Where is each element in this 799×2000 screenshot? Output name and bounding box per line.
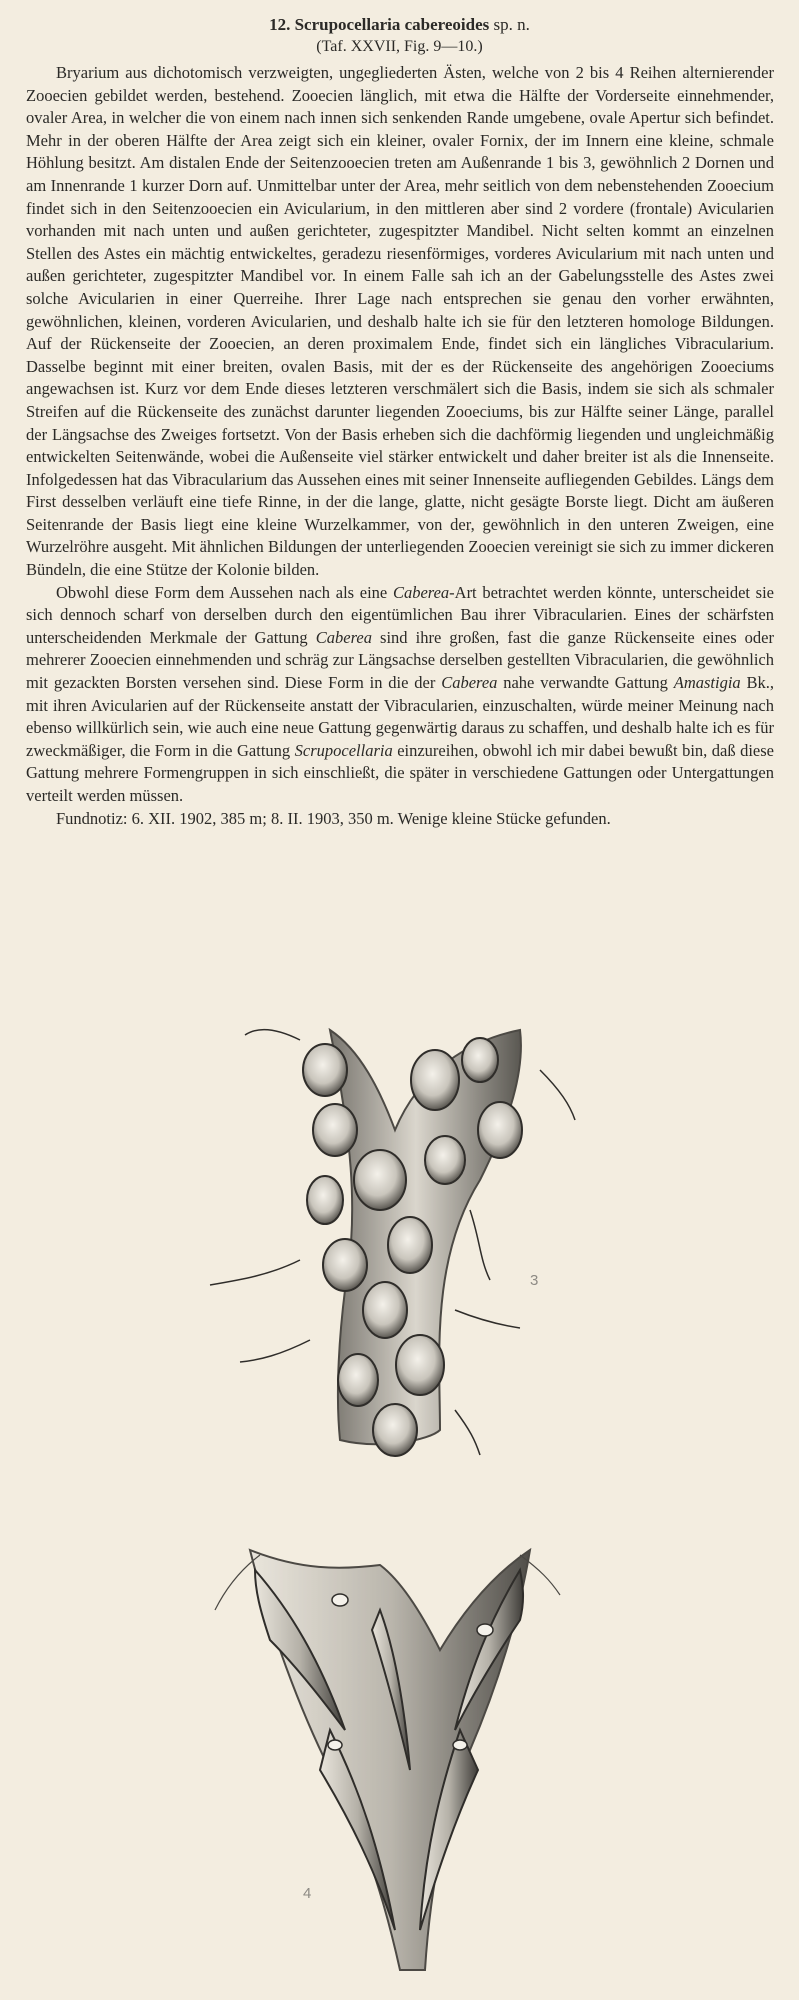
text-run: Obwohl diese Form dem Aussehen nach als eine [56,582,393,602]
text-run: nahe verwandte Gattung [497,673,674,693]
section-number: 12. [269,15,291,34]
species-name: Scrupocellaria cabereoides [294,15,490,34]
text-run: Bk., mit ihren Avicularien auf der Rückenseite anstatt der Vibracularien, einzuschalten, würde meiner Meinung nach ebenso willkürlich sein, wie auch eine neue Gattung gegenwärtig daraus zu schaffen, und deshalb halte ich es für zweckmäßiger, die Form in die Gattung [26,673,774,760]
species-suffix: sp. n. [493,15,530,34]
plate-illustrations [0,1010,799,2000]
genus-name: Caberea [392,582,450,602]
section-title [0,14,799,36]
figure-3-label: 3 [530,1272,539,1289]
genus-name: Caberea [315,627,372,647]
genus-name: Amastigia [673,673,741,693]
genus-name: Caberea [441,673,498,693]
paragraph-comparison [26,582,774,808]
figure-4-label: 4 [303,1885,312,1902]
text-run: sind ihre großen, fast die ganze Rückenseite eines oder mehrerer Zooecien einnehmenden und schräg zur Längsachse derselben gestellten Vibracularien, die gewöhnlich mit gezackten Borsten versehen sind. Diese Form in die der [26,627,775,693]
text-run: -Art betrachtet werden könnte, unterscheidet sie sich dennoch scharf von derselben durch den eigentümlichen Bau ihrer Vibracularien. Eines der schärfsten unterscheidenden Merkmale der Gattung [26,582,774,647]
paragraph-description: Bryarium aus dichotomisch verzweigten, ungegliederten Ästen, welche von 2 bis 4 Reihen alternierender Zooecien gebildet werden, bestehend. Zooecien länglich, mit etwa die Hälfte der Vorderseite einnehmender, ovaler Area, in welcher die von einem nach innen sich senkenden Rande umgebene, ovale Apertur sich befindet. Mehr in der oberen Hälfte der Area zeigt sich ein kleiner, ovaler Fornix, der im Innern eine kleine, schmale Höhlung besitzt. Am distalen Ende der Seitenzooecien treten am Außenrande 1 bis 3, gewöhnlich 2 Dornen und am Innenrande 1 kurzer Dorn auf. Unmittelbar unter der Area, mehr seitlich von dem nebenstehenden Zooecium findet sich in den Seitenzooecien ein Avicularium, in den mittleren aber sind 2 vordere (frontale) Avicularien vorhanden mit nach unten und außen gerichteter, zugespitzter Mandibel. Nicht selten kommt an einzelnen Stellen des Astes ein mächtig entwickeltes, geradezu riesenförmiges, vorderes Avicularium mit nach unten und außen gerichteter, zugespitzter Mandibel vor. In einem Falle sah ich an der Gabelungsstelle des Astes zwei solche Avicularien in einer Querreihe. Ihrer Lage nach entsprechen sie genau den vorher erwähnten, gewöhnlichen, kleinen, vorderen Avicularien, und deshalb halte ich sie für den letzteren homologe Bildungen. Auf der Rückenseite der Zooecien, an deren proximalem Ende, findet sich ein längliches Vibracularium. Dasselbe beginnt mit einer breiten, ovalen Basis, mit der es der Rückenseite des angehörigen Zooeciums angewachsen ist. Kurz vor dem Ende dieses letzteren verschmälert sich die Basis, indem sie sich als schmaler Streifen auf die Rückenseite des zunächst darunter liegenden Zooeciums, bis zur Hälfte seiner Länge, parallel der Längsachse des Zweiges fortsetzt. Von der Basis erheben sich die dachförmig liegenden und ungleichmäßig entwickelten Seitenwände, wobei die Außenseite viel stärker entwickelt und daher breiter ist als die Innenseite. Infolgedessen hat das Vibracularium das Aussehen eines mit seiner Innenseite aufliegenden Gebildes. Längs dem First desselben verläuft eine tiefe Rinne, in der die lange, glatte, nicht gesägte Borste liegt. Dicht am äußeren Seitenrande der Basis liegt eine kleine Wurzelkammer, von der, gewöhnlich in den unteren Zweigen, eine Wurzelröhre ausgeht. Mit ähnlichen Bildungen der unterliegenden Zooecien vereinigt sie sich zu immer dickeren Bündeln, die eine Stütze der Kolonie bilden. [26,63,774,580]
plate-reference: (Taf. XXVII, Fig. 9—10.) [316,38,483,55]
body-text [26,62,774,830]
fundnotiz: Fundnotiz: 6. XII. 1902, 385 m; 8. II. 1903, 350 m. Wenige kleine Stücke gefunden. [56,808,611,828]
genus-name: Scrupocellaria [294,740,393,760]
figure-4-vibracularia-drawing [215,1550,560,1970]
section-header [0,14,799,58]
figure-3-colony-drawing [210,1030,575,1456]
text-run: einzureihen, obwohl ich mir dabei bewußt bin, daß diese Gattung mehrere Formengruppen in sich einschließt, die später in verschiedene Gattungen oder Untergattungen verteilt werden müssen. [26,740,774,805]
